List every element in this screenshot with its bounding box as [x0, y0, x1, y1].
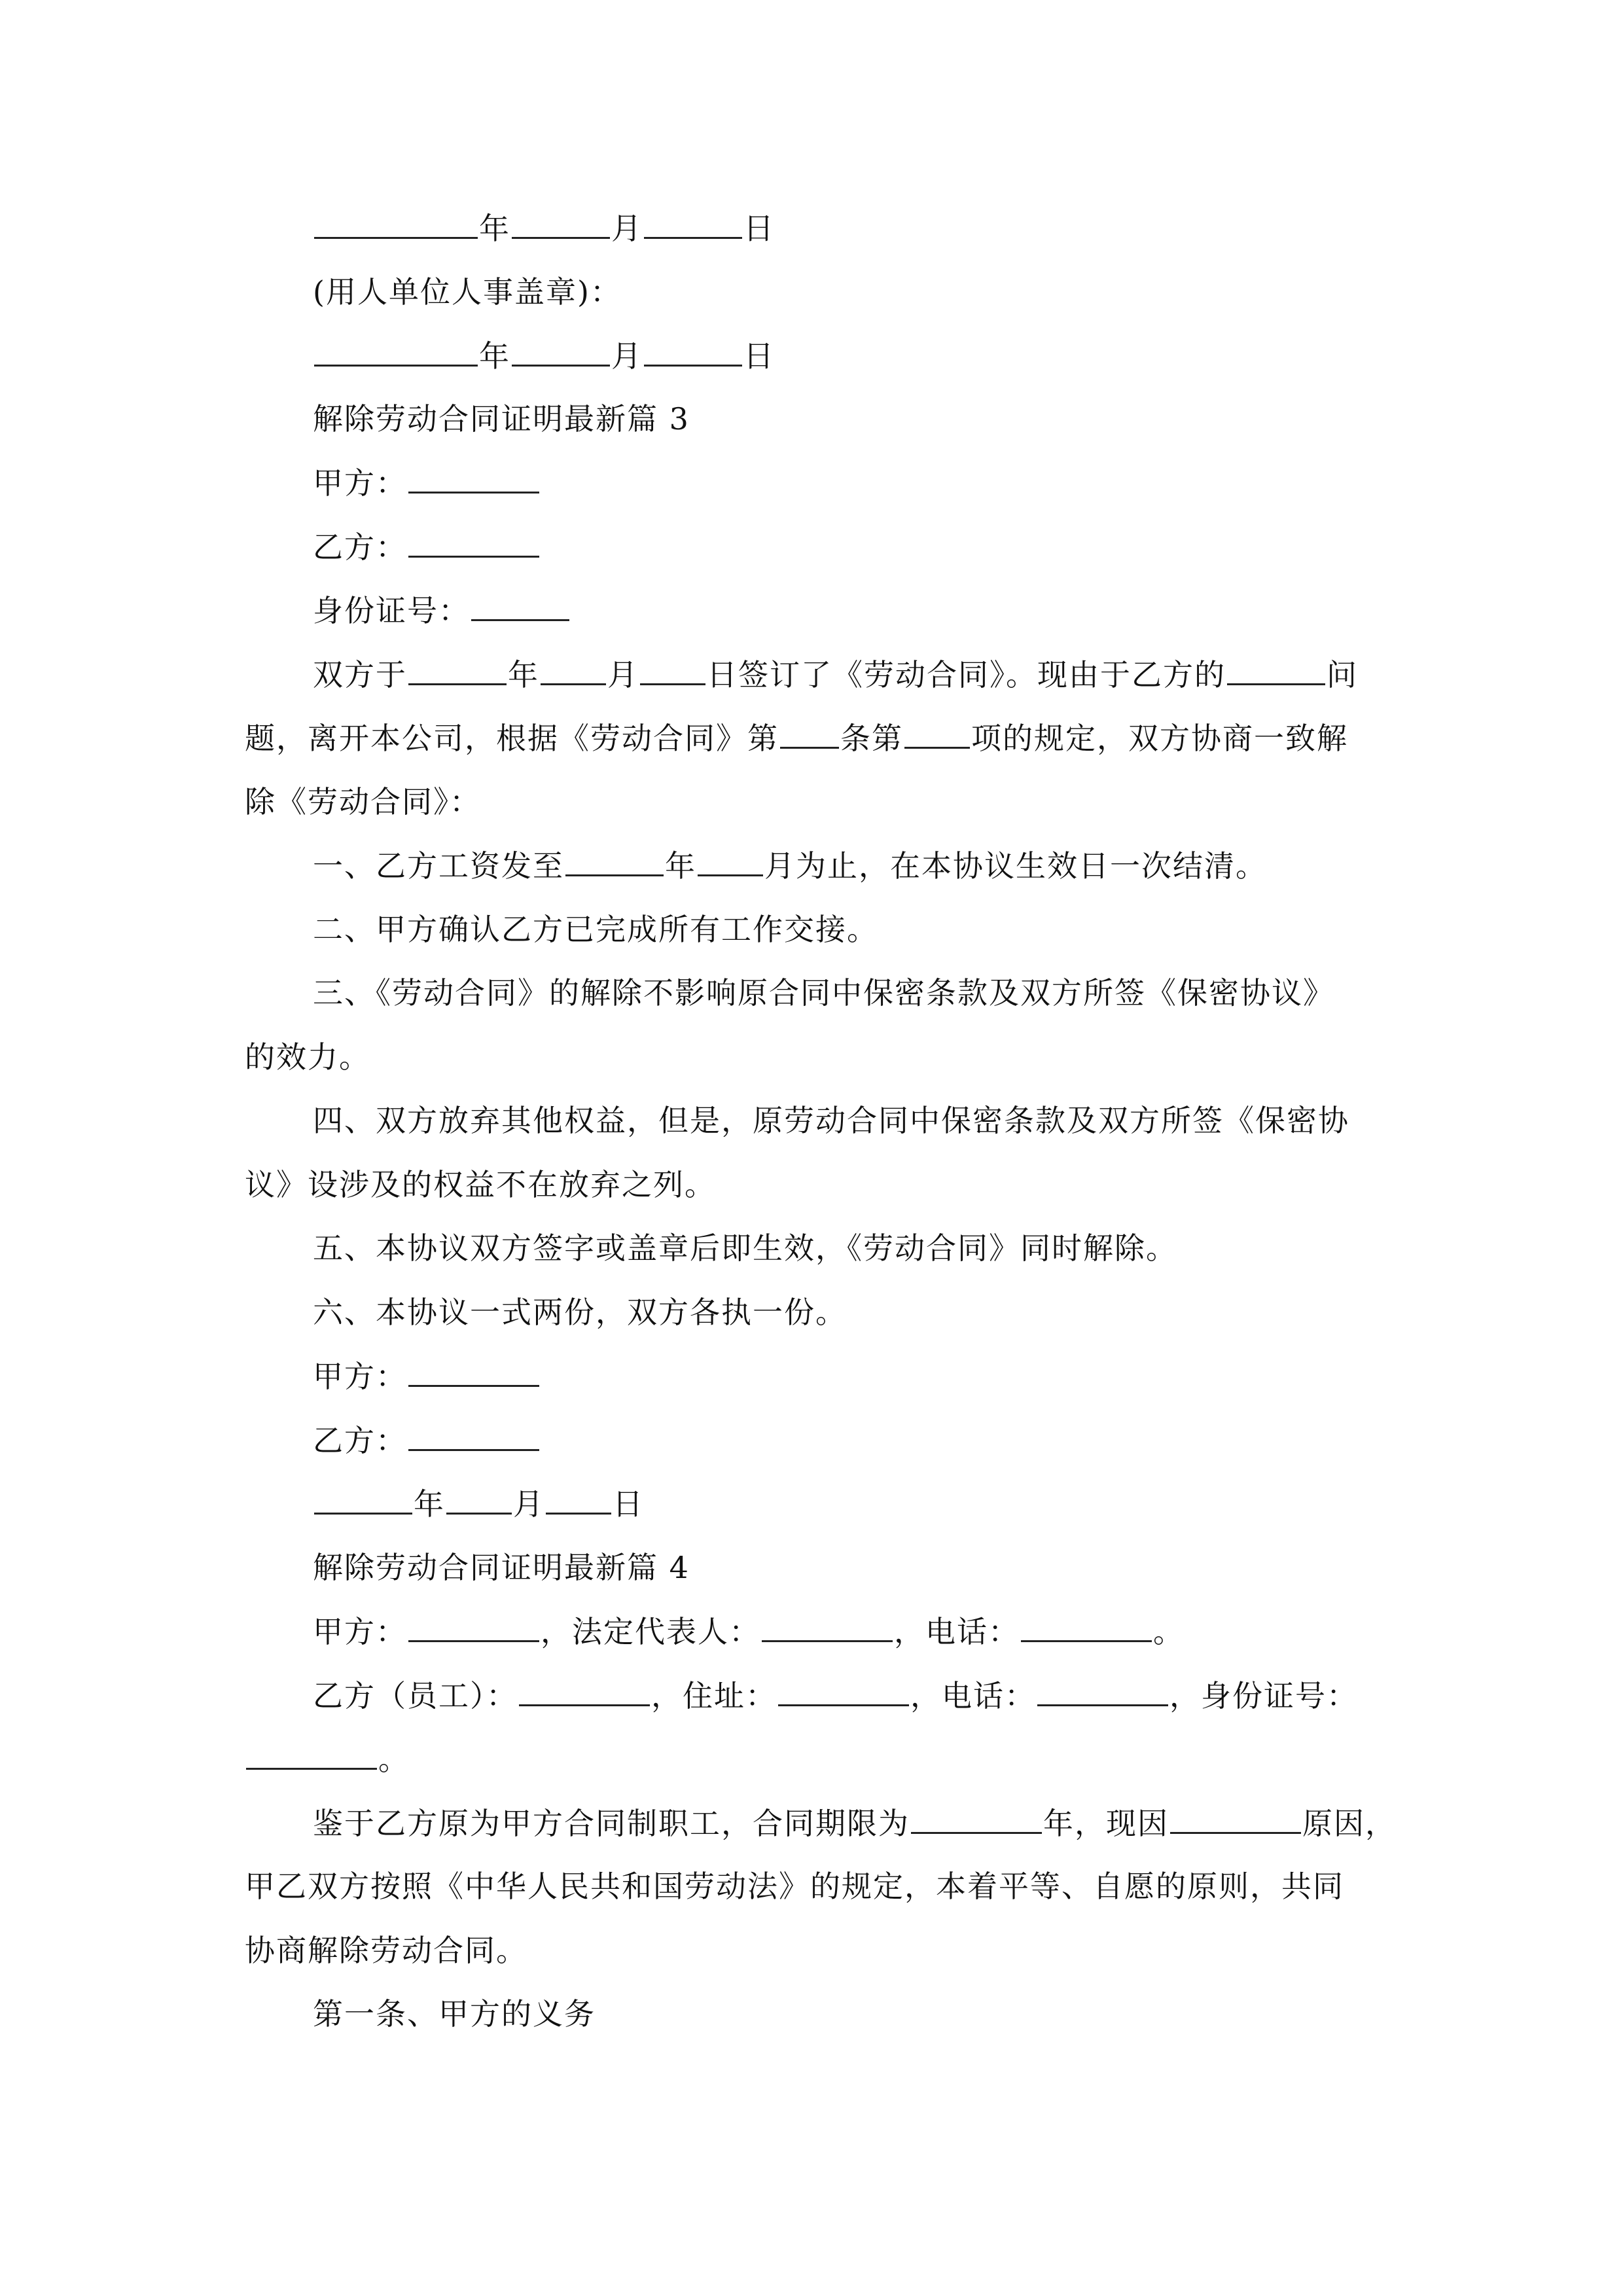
blank-day: [644, 336, 742, 367]
blank-year: [314, 208, 478, 239]
blank-year: [565, 846, 664, 876]
text-fragment: ，电话：: [894, 1614, 1020, 1649]
para-1-line-3: 除《劳动合同》：: [245, 784, 481, 819]
sign-a-label: 甲方：: [313, 1359, 407, 1394]
text-fragment: 项的规定，双方协商一致解: [971, 721, 1348, 756]
party-a-info-line: [0, 1611, 1623, 1651]
blank-month: [446, 1484, 512, 1515]
employee-blank: [519, 1676, 650, 1706]
text-fragment: 年: [508, 657, 539, 692]
item-3-line-2: 的效力。: [245, 1039, 370, 1075]
address-blank: [778, 1676, 909, 1706]
text-fragment: 乙方（员工）：: [313, 1678, 518, 1713]
text-fragment: 年，现因: [1043, 1806, 1169, 1841]
text-fragment: 鉴于乙方原为甲方合同制职工，合同期限为: [313, 1806, 910, 1841]
date-line-1: [0, 208, 1623, 248]
text-fragment: 题，离开本公司，根据《劳动合同》第: [245, 721, 779, 756]
blank-year: [314, 1484, 412, 1515]
section-4-heading: 解除劳动合同证明最新篇 4: [313, 1550, 690, 1585]
text-fragment: 日签订了《劳动合同》。现由于乙方的: [707, 657, 1226, 692]
sign-b-label: 乙方：: [313, 1423, 407, 1458]
sign-a-blank: [408, 1356, 539, 1387]
party-b-info-line: [0, 1676, 1623, 1715]
text-fragment: 年: [665, 848, 696, 884]
text-fragment: 月: [607, 657, 639, 692]
month-unit: 月: [611, 211, 643, 246]
term-blank: [911, 1803, 1042, 1834]
party-a-blank: [408, 463, 539, 493]
text-fragment: ，法定代表人：: [541, 1614, 760, 1649]
day-unit: 日: [613, 1486, 644, 1522]
blank-reason: [1227, 655, 1325, 685]
sign-b-line: [0, 1420, 1623, 1460]
article-1-heading: 第一条、甲方的义务: [313, 1996, 596, 2032]
day-unit: 日: [743, 211, 775, 246]
phone-blank: [1037, 1676, 1168, 1706]
legal-rep-blank: [762, 1611, 893, 1642]
para-2-line-3: 协商解除劳动合同。: [245, 1933, 527, 1968]
day-unit: 日: [743, 338, 775, 374]
item-5: 五、本协议双方签字或盖章后即生效，《劳动合同》同时解除。: [313, 1230, 1177, 1266]
item-1: [0, 846, 1623, 886]
blank-month: [698, 846, 763, 876]
party-b-line: [0, 527, 1623, 567]
text-fragment: 一、乙方工资发至: [313, 848, 564, 884]
seal-label: (用人单位人事盖章)：: [313, 274, 622, 310]
blank-year: [314, 336, 478, 367]
id-number-label: 身份证号：: [313, 593, 470, 628]
section-3-heading: 解除劳动合同证明最新篇 3: [313, 401, 690, 437]
year-unit: 年: [414, 1486, 445, 1522]
sign-b-blank: [408, 1420, 539, 1451]
party-a-line: [0, 463, 1623, 503]
text-fragment: 条第: [840, 721, 903, 756]
para-1-line-1: [0, 655, 1623, 694]
id-number-blank: [471, 590, 569, 621]
text-fragment: 问: [1327, 657, 1358, 692]
item-4-line-2: 议》设涉及的权益不在放弃之列。: [245, 1167, 716, 1202]
text-fragment: ，电话：: [910, 1678, 1036, 1713]
year-unit: 年: [479, 211, 510, 246]
party-a-blank: [408, 1611, 539, 1642]
sign-a-line: [0, 1356, 1623, 1396]
item-2: 二、甲方确认乙方已完成所有工作交接。: [313, 912, 878, 947]
blank-year: [408, 655, 507, 685]
text-fragment: 。: [1153, 1614, 1185, 1649]
text-fragment: 双方于: [313, 657, 407, 692]
party-a-label: 甲方：: [313, 465, 407, 501]
blank-article: [780, 718, 839, 749]
item-6: 六、本协议一式两份，双方各执一份。: [313, 1295, 847, 1330]
text-fragment: ，身份证号：: [1169, 1678, 1358, 1713]
id-number-blank: [246, 1739, 377, 1770]
year-unit: 年: [479, 338, 510, 374]
blank-item: [904, 718, 970, 749]
blank-day: [546, 1484, 611, 1515]
text-fragment: 甲方：: [313, 1614, 407, 1649]
item-3-line-1: 三、《劳动合同》的解除不影响原合同中保密条款及双方所签《保密协议》: [313, 975, 1334, 1011]
month-unit: 月: [513, 1486, 544, 1522]
blank-month: [512, 208, 610, 239]
phone-blank: [1021, 1611, 1152, 1642]
para-2-line-2: 甲乙双方按照《中华人民共和国劳动法》的规定，本着平等、自愿的原则，共同: [245, 1869, 1344, 1904]
date-line-2: [0, 336, 1623, 376]
reason-blank: [1170, 1803, 1301, 1834]
para-1-line-2: [0, 718, 1623, 758]
blank-day: [644, 208, 742, 239]
month-unit: 月: [611, 338, 643, 374]
blank-month: [541, 655, 606, 685]
party-b-blank: [408, 527, 539, 558]
id-number-line: [0, 590, 1623, 630]
blank-day: [640, 655, 705, 685]
party-b-label: 乙方：: [313, 529, 407, 565]
text-fragment: 。: [378, 1742, 410, 1777]
sign-date-line: [0, 1484, 1623, 1524]
para-2-line-1: [0, 1803, 1623, 1843]
blank-month: [512, 336, 610, 367]
text-fragment: ，住址：: [651, 1678, 777, 1713]
text-fragment: 月为止，在本协议生效日一次结清。: [764, 848, 1267, 884]
item-4-line-1: 四、双方放弃其他权益，但是，原劳动合同中保密条款及双方所签《保密协: [313, 1103, 1349, 1138]
text-fragment: 原因，: [1302, 1806, 1397, 1841]
party-b-info-line-2: [0, 1739, 1623, 1779]
